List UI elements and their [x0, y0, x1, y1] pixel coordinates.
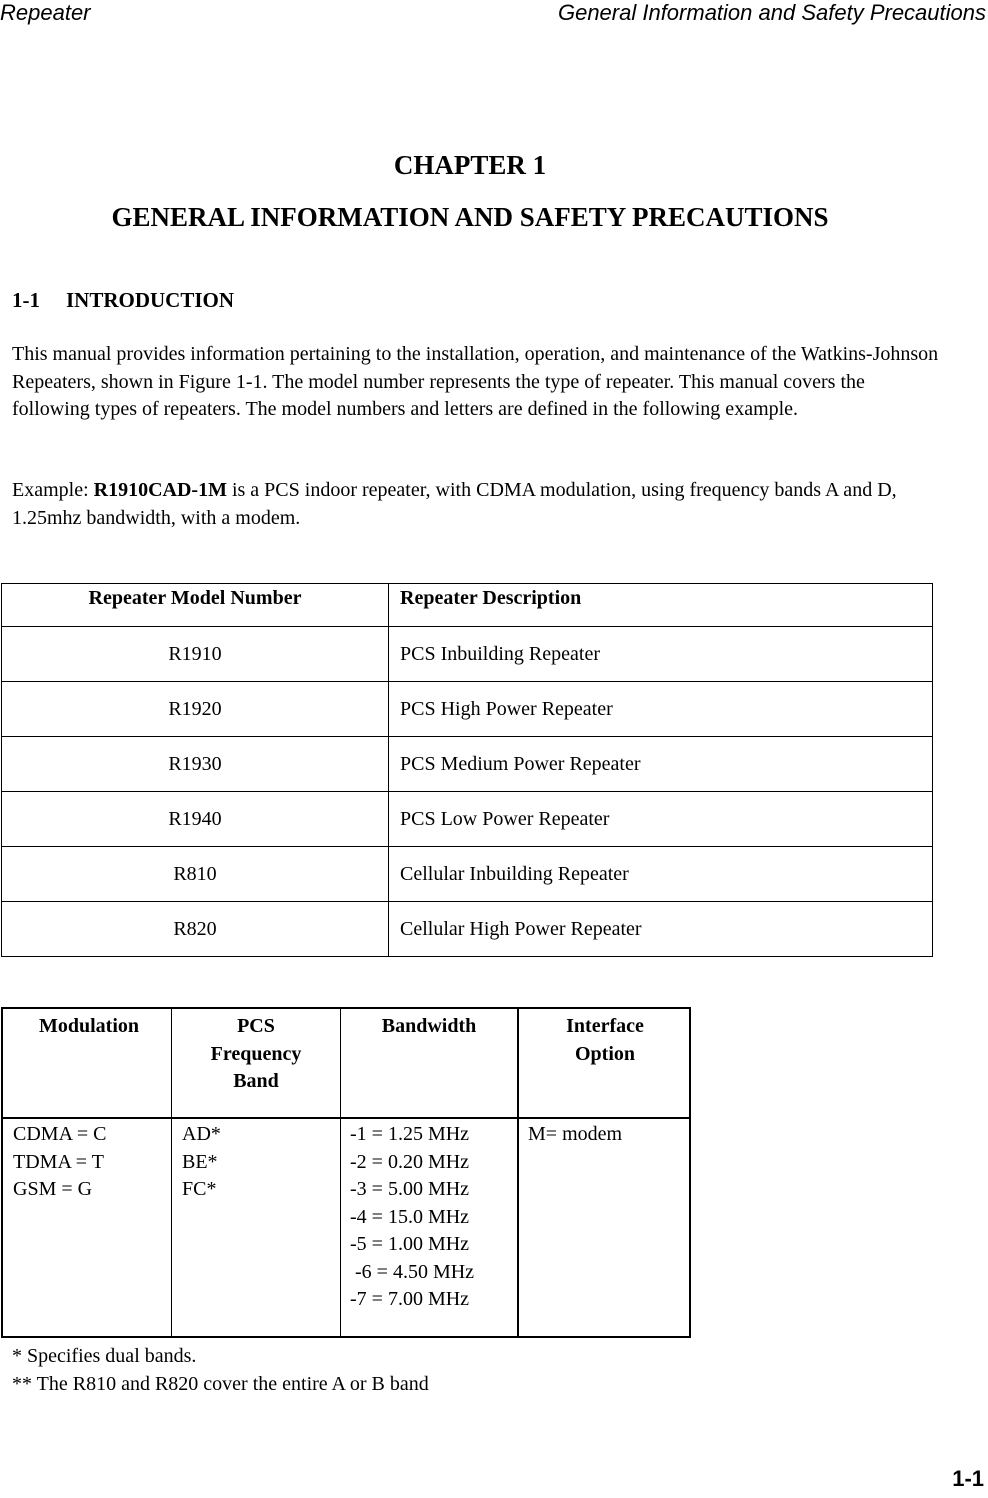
model-number-cell: R820: [2, 902, 389, 957]
list-item: -2 = 0.20 MHz: [350, 1150, 470, 1173]
model-number-cell: R1920: [2, 682, 389, 737]
model-number-cell: R1910: [2, 627, 389, 682]
frequency-band-column: [182, 1121, 221, 1204]
list-item: FC*: [182, 1178, 217, 1200]
page-number: 1-1: [952, 1466, 984, 1491]
list-item: M= modem: [528, 1123, 623, 1145]
intro-paragraph: This manual provides information pertaining to the installation, operation, and maintenance of the Watkins-Johnson Repeaters, shown in Figure 1-1. The model number represents the type of repeater. This manual covers the following types of repeaters. The model numbers and letters are defined in the following example.: [12, 343, 939, 420]
running-header-left: Repeater: [0, 0, 91, 25]
models-header-description: Repeater Description: [389, 584, 933, 627]
model-number-cell: R1940: [2, 792, 389, 847]
example-model-number: R1910CAD-1M: [93, 479, 227, 501]
options-table: [1, 1007, 691, 1338]
list-item: -4 = 15.0 MHz: [350, 1205, 470, 1228]
header-line: Band: [233, 1070, 279, 1092]
model-description-cell: PCS Medium Power Repeater: [389, 737, 933, 792]
header-line: Interface: [566, 1015, 644, 1037]
table-row: [2, 847, 933, 902]
header-line: Option: [574, 1042, 636, 1065]
header-line: Frequency: [210, 1042, 302, 1065]
list-item: -1 = 1.25 MHz: [350, 1123, 470, 1145]
table-row: [2, 737, 933, 792]
model-description-cell: PCS High Power Repeater: [389, 682, 933, 737]
chapter-label: CHAPTER 1: [393, 150, 547, 180]
interface-option-column: [528, 1121, 622, 1149]
table-row: [2, 902, 933, 957]
model-description-cell: PCS Low Power Repeater: [389, 792, 933, 847]
section-number: 1-1: [12, 288, 40, 312]
list-item: TDMA = T: [13, 1150, 104, 1173]
options-column-divider: [171, 1009, 172, 1336]
models-header-model-number: Repeater Model Number: [2, 584, 389, 627]
modulation-column: [13, 1121, 107, 1204]
header-line: PCS: [237, 1015, 275, 1037]
list-item: -5 = 1.00 MHz: [350, 1233, 470, 1255]
list-item: -7 = 7.00 MHz: [350, 1288, 470, 1310]
example-text: is a PCS indoor repeater, with CDMA modulation, using frequency bands A and D, 1.25mhz bandwidth, with a modem.: [12, 479, 897, 529]
options-column-divider: [340, 1009, 341, 1336]
chapter-title: GENERAL INFORMATION AND SAFETY PRECAUTIONS: [111, 202, 829, 232]
section-heading: [12, 288, 234, 313]
list-item: AD*: [182, 1123, 221, 1145]
models-table-header-row: [2, 584, 933, 627]
model-description-cell: PCS Inbuilding Repeater: [389, 627, 933, 682]
options-header-frequency-band: [173, 1013, 339, 1096]
options-header-bandwidth: Bandwidth: [381, 1015, 477, 1037]
list-item: CDMA = C: [13, 1123, 107, 1145]
list-item: BE*: [182, 1150, 218, 1173]
list-item: GSM = G: [13, 1178, 93, 1200]
table-row: [2, 627, 933, 682]
options-header-modulation: Modulation: [38, 1015, 140, 1037]
options-header-divider: [3, 1117, 689, 1119]
example-prefix: Example:: [12, 479, 94, 501]
example-paragraph: [12, 477, 942, 532]
table-row: [2, 792, 933, 847]
model-number-cell: R810: [2, 847, 389, 902]
options-header-interface-option: [519, 1013, 691, 1068]
list-item: -6 = 4.50 MHz: [350, 1260, 475, 1283]
table-row: [2, 682, 933, 737]
model-description-cell: Cellular Inbuilding Repeater: [389, 847, 933, 902]
list-item: -3 = 5.00 MHz: [350, 1178, 470, 1200]
running-header-right: General Information and Safety Precautions: [557, 0, 986, 25]
section-title: INTRODUCTION: [66, 288, 235, 312]
models-table: [1, 583, 933, 957]
footnote-r810-r820: ** The R810 and R820 cover the entire A or B band: [12, 1373, 429, 1395]
model-description-cell: Cellular High Power Repeater: [389, 902, 933, 957]
footnote-dual-bands: * Specifies dual bands.: [12, 1345, 197, 1367]
model-number-cell: R1930: [2, 737, 389, 792]
bandwidth-column: [350, 1121, 474, 1314]
